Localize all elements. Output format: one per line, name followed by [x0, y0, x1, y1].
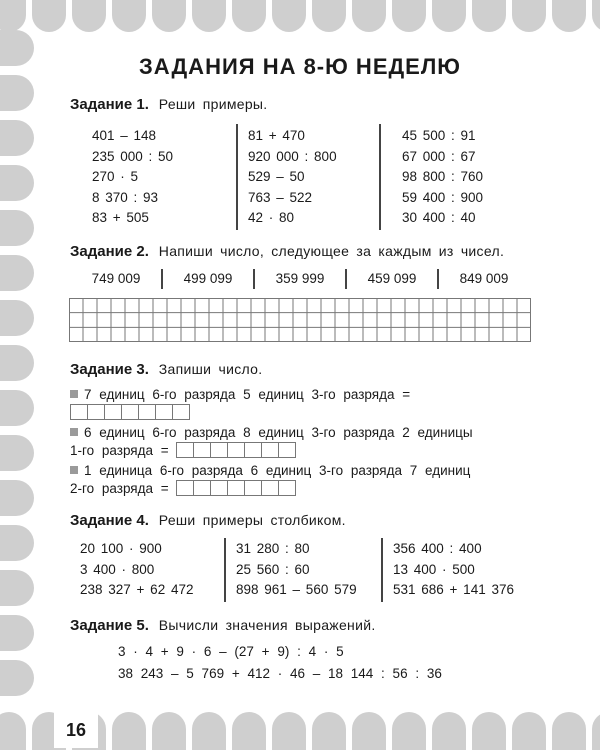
task1-divider: [379, 124, 381, 230]
example-item: 3 400 · 800: [80, 561, 155, 577]
example-item: 25 560 : 60: [236, 561, 310, 577]
number-cell: 459 099: [367, 271, 417, 286]
bullet-square-icon: [70, 466, 78, 474]
tab-decoration: [112, 0, 146, 32]
example-item: 20 100 · 900: [80, 541, 162, 556]
tab-decoration: [352, 712, 386, 750]
tab-decoration: [0, 345, 34, 381]
task1-divider: [236, 124, 238, 230]
task2-instruction: Напиши число, следующее за каждым из чисел.: [158, 243, 505, 259]
task5-header: [70, 617, 376, 634]
example-item: 763 – 522: [248, 189, 313, 205]
tab-decoration: [272, 0, 306, 32]
example-item: 42 · 80: [248, 210, 295, 225]
tab-decoration: [192, 712, 226, 750]
tab-decoration: [472, 712, 506, 750]
example-item: 529 – 50: [248, 169, 305, 184]
tab-decoration: [272, 712, 306, 750]
number-divider: [437, 269, 439, 289]
tab-decoration: [512, 712, 546, 750]
task3-item-2: 6 единиц 6-го разряда 8 единиц 3-го разряда 2 единицы 1-го разряда =: [70, 424, 473, 463]
tab-decoration: [0, 75, 34, 111]
tab-decoration: [592, 712, 600, 750]
tab-decoration: [112, 712, 146, 750]
task4-label: Задание 4.: [70, 512, 149, 529]
tab-decoration: [192, 0, 226, 32]
tab-decoration: [72, 0, 106, 32]
task5-expression-1: 3 · 4 + 9 · 6 – (27 + 9) : 4 · 5: [118, 644, 344, 659]
tab-decoration: [512, 0, 546, 32]
top-tab-border: [0, 0, 600, 40]
task3-item-3: 1 единица 6-го разряда 6 единиц 3-го разряда 7 единиц 2-го разряда =: [70, 462, 470, 501]
task4-column-3: [393, 539, 514, 601]
tab-decoration: [0, 480, 34, 516]
page-number: 16: [54, 712, 98, 748]
number-divider: [161, 269, 163, 289]
answer-boxes[interactable]: [176, 480, 295, 501]
tab-decoration: [0, 165, 34, 201]
answer-boxes[interactable]: [70, 404, 189, 425]
example-item: 81 + 470: [248, 128, 305, 143]
task4-column-2: [236, 539, 357, 601]
tab-decoration: [312, 712, 346, 750]
tab-decoration: [432, 0, 466, 32]
task2-label: Задание 2.: [70, 243, 149, 260]
example-item: 920 000 : 800: [248, 148, 337, 164]
left-tab-border: [0, 30, 40, 720]
tab-decoration: [232, 712, 266, 750]
tab-decoration: [0, 210, 34, 246]
number-cell: 749 009: [91, 271, 141, 286]
task4-column-1: [80, 539, 193, 601]
task1-label: Задание 1.: [70, 96, 149, 113]
example-item: 235 000 : 50: [92, 148, 174, 164]
tab-decoration: [0, 255, 34, 291]
task3-label: Задание 3.: [70, 361, 149, 378]
tab-decoration: [0, 525, 34, 561]
task1-header: [70, 96, 267, 113]
task4-instruction: Реши примеры столбиком.: [158, 512, 346, 528]
tab-decoration: [0, 435, 34, 471]
answer-grid[interactable]: [69, 298, 531, 342]
bullet-square-icon: [70, 390, 78, 398]
example-item: 238 327 + 62 472: [80, 582, 194, 597]
task3-header: [70, 361, 262, 378]
task2-numbers: [70, 267, 530, 291]
task2-header: [70, 243, 504, 260]
tab-decoration: [0, 0, 26, 32]
example-item: 898 961 – 560 579: [236, 582, 357, 597]
page-title: ЗАДАНИЯ НА 8-Ю НЕДЕЛЮ: [139, 54, 461, 79]
tab-decoration: [392, 0, 426, 32]
number-cell: 359 999: [275, 271, 325, 286]
task5-label: Задание 5.: [70, 617, 149, 634]
tab-decoration: [0, 300, 34, 336]
tab-decoration: [472, 0, 506, 32]
tab-decoration: [392, 712, 426, 750]
tab-decoration: [432, 712, 466, 750]
tab-decoration: [552, 0, 586, 32]
tab-decoration: [552, 712, 586, 750]
task4-divider: [381, 538, 383, 602]
example-item: 31 280 : 80: [236, 541, 310, 556]
tab-decoration: [152, 0, 186, 32]
example-item: 356 400 : 400: [393, 541, 482, 556]
tab-decoration: [152, 712, 186, 750]
task1-instruction: Реши примеры.: [158, 96, 268, 112]
number-cell: 849 009: [459, 271, 509, 286]
task3-item-1: 7 единиц 6-го разряда 5 единиц 3-го разряда =: [70, 386, 410, 425]
example-item: 8 370 : 93: [92, 189, 159, 205]
tab-decoration: [32, 0, 66, 32]
bullet-square-icon: [70, 428, 78, 436]
task1-column-2: [248, 126, 337, 229]
tab-decoration: [0, 570, 34, 606]
tab-decoration: [352, 0, 386, 32]
task4-divider: [224, 538, 226, 602]
number-divider: [345, 269, 347, 289]
tab-decoration: [232, 0, 266, 32]
example-item: 30 400 : 40: [402, 210, 476, 225]
example-item: 83 + 505: [92, 210, 149, 225]
answer-boxes[interactable]: [176, 442, 295, 463]
tab-decoration: [0, 660, 34, 696]
example-item: 98 800 : 760: [402, 169, 484, 184]
example-item: 59 400 : 900: [402, 189, 484, 205]
example-item: 270 · 5: [92, 169, 139, 184]
tab-decoration: [0, 615, 34, 651]
tab-decoration: [592, 0, 600, 32]
task5-instruction: Вычисли значения выражений.: [158, 617, 376, 633]
number-divider: [253, 269, 255, 289]
number-cell: 499 099: [183, 271, 233, 286]
example-item: 401 – 148: [92, 128, 157, 143]
task1-column-1: [92, 126, 173, 229]
task5-expression-2: 38 243 – 5 769 + 412 · 46 – 18 144 : 56 : 36: [118, 666, 442, 681]
example-item: 13 400 · 500: [393, 561, 475, 577]
task4-header: [70, 512, 346, 529]
example-item: 531 686 + 141 376: [393, 582, 514, 597]
tab-decoration: [0, 390, 34, 426]
tab-decoration: [312, 0, 346, 32]
task3-instruction: Запиши число.: [158, 361, 263, 377]
tab-decoration: [0, 120, 34, 156]
example-item: 67 000 : 67: [402, 148, 476, 164]
task1-column-3: [402, 126, 483, 229]
example-item: 45 500 : 91: [402, 128, 476, 143]
